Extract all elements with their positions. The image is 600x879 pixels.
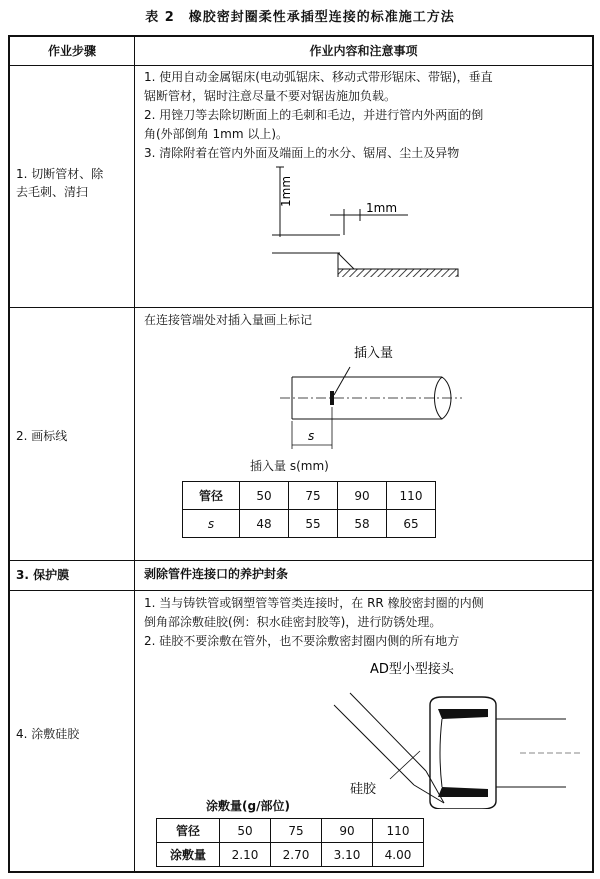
content-line: 3. 清除附着在管内外面及端面上的水分、锯屑、尘土及异物 (144, 146, 460, 160)
insertion-s-label: s (308, 429, 315, 443)
coating-table (156, 818, 424, 867)
insertion-mark-diagram (272, 337, 472, 457)
table-cell: 2.70 (271, 843, 322, 867)
step-1-line2: 去毛刺、清扫 (16, 185, 89, 199)
table-cell: 65 (387, 510, 436, 538)
step-3-content: 剥除管件连接口的养护封条 (144, 567, 289, 581)
table-cell: 涂敷量 (157, 843, 220, 867)
table-cell: 50 (220, 819, 271, 843)
step-4-content (144, 594, 589, 651)
row-divider (10, 560, 592, 561)
content-line: 1. 当与铸铁管或钢塑管等管类连接时，在 RR 橡胶密封圈的内侧 (144, 596, 484, 610)
table-title: 表 2 橡胶密封圈柔性承插型连接的标准施工方法 (145, 10, 455, 25)
step-2-content: 在连接管端处对插入量画上标记 (144, 313, 313, 327)
table-row (183, 510, 436, 538)
table-cell: 3.10 (322, 843, 373, 867)
content-line: 角(外部倒角 1mm 以上)。 (144, 127, 289, 141)
content-line: 1. 使用自动金属锯床(电动弧锯床、移动式带形锯床、带锯)，垂直 (144, 70, 493, 84)
table-row (183, 482, 436, 510)
step-1-line1: 1. 切断管材、除 (16, 167, 104, 181)
table-row (157, 819, 424, 843)
step-2: 2. 画标线 (16, 429, 68, 443)
table-cell: s (183, 510, 240, 538)
table-cell: 管径 (183, 482, 240, 510)
header-content: 作业内容和注意事项 (309, 44, 418, 58)
content-line: 倒角部涂敷硅胶(例：积水硅密封胶等)，进行防锈处理。 (144, 615, 442, 629)
table-cell: 90 (322, 819, 373, 843)
silicone-application-diagram (330, 659, 592, 809)
step-1 (16, 165, 126, 201)
coating-table-caption: 涂敷量(g/部位) (206, 799, 290, 813)
table-cell: 75 (289, 482, 338, 510)
table-row (157, 843, 424, 867)
table-cell: 2.10 (220, 843, 271, 867)
chamfer-horizontal-label: 1mm (366, 201, 398, 215)
insertion-label: 插入量 (354, 346, 394, 361)
silicone-label: 硅胶 (350, 782, 377, 797)
step-4: 4. 涂敷硅胶 (16, 727, 80, 741)
row-divider (10, 590, 592, 591)
table-cell: 50 (240, 482, 289, 510)
table-cell: 75 (271, 819, 322, 843)
insertion-table (182, 481, 436, 538)
table-cell: 55 (289, 510, 338, 538)
header-divider (10, 65, 592, 66)
chamfer-vertical-label: 1mm (279, 175, 293, 207)
chamfer-diagram (270, 165, 480, 277)
header-step: 作业步骤 (47, 44, 96, 58)
step-1-content (144, 68, 589, 163)
row-divider (10, 307, 592, 308)
content-line: 锯断管材，锯时注意尽量不要对锯齿施加负载。 (144, 89, 397, 103)
step-3: 3. 保护膜 (16, 568, 70, 582)
insertion-table-caption: 插入量 s(mm) (250, 459, 329, 473)
standard-table (8, 35, 594, 873)
fitting-label: AD型小型接头 (370, 662, 454, 677)
column-divider (134, 37, 135, 871)
table-cell: 110 (387, 482, 436, 510)
table-cell: 110 (373, 819, 424, 843)
table-cell: 4.00 (373, 843, 424, 867)
content-line: 2. 用锉刀等去除切断面上的毛刺和毛边，并进行管内外两面的倒 (144, 108, 484, 122)
content-line: 2. 硅胶不要涂敷在管外，也不要涂敷密封圈内侧的所有地方 (144, 634, 460, 648)
table-cell: 90 (338, 482, 387, 510)
table-cell: 48 (240, 510, 289, 538)
table-cell: 管径 (157, 819, 220, 843)
table-cell: 58 (338, 510, 387, 538)
